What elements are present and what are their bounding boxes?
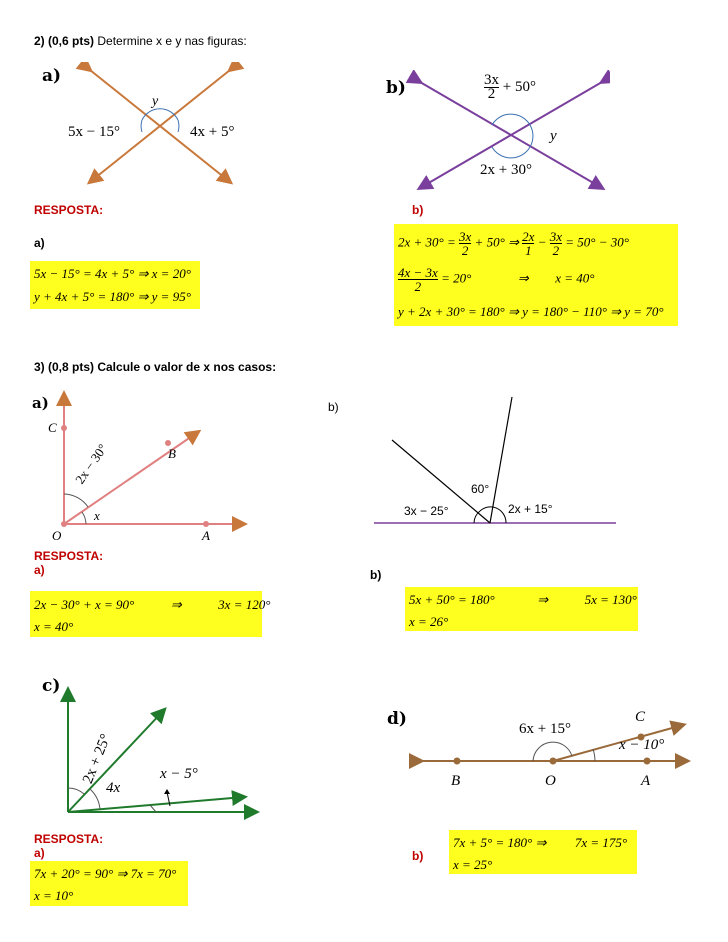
figure-3d <box>385 705 695 800</box>
angle-top-label: $\frac{3x}{2}$ + 50° <box>484 72 536 102</box>
answer-2a-box <box>30 261 200 309</box>
question-2-title: 2) (0,6 pts) Determine x e y nas figuras: <box>34 34 247 48</box>
resposta-label: RESPOSTA: <box>34 549 104 563</box>
answer-b-label: b) <box>370 568 382 582</box>
angle-top-label: 6x + 15° <box>519 721 571 737</box>
answer-line: y + 2x + 30° = 180° ⇒ y = 180° − 110° ⇒ y = 70° <box>398 304 664 319</box>
angle-right-label: x − 10° <box>619 737 665 753</box>
answer-2b-box <box>394 224 678 326</box>
angle-right-label: 2x + 15° <box>508 502 553 516</box>
angle-expr-label: 2x + 25° <box>80 731 115 786</box>
angle-left-label: 3x − 25° <box>404 504 449 518</box>
figure-3a-label: a) <box>32 394 49 412</box>
answer-b-label: b) <box>412 203 424 217</box>
answer-line: x = 40° <box>34 619 74 634</box>
figure-2a-label: a) <box>42 66 62 86</box>
answer-line: $\frac{4x - 3x}{2}$ = 20° ⇒ x = 40° <box>398 265 595 294</box>
answer-3a-box <box>30 591 271 637</box>
angle-4x-label: 4x <box>106 780 121 796</box>
figure-3b-label: b) <box>328 400 339 414</box>
angle-y-label: y <box>550 128 557 144</box>
angle-right-label: 4x + 5° <box>190 124 235 140</box>
point-a-label: A <box>641 773 651 789</box>
answer-line: 5x + 50° = 180° ⇒ 5x = 130° <box>409 592 637 607</box>
point-a-label: A <box>202 528 210 543</box>
answer-a-label: a) <box>34 236 45 250</box>
figure-3d-label: d) <box>387 709 407 729</box>
answer-line: 2x − 30° + x = 90° ⇒ 3x = 120° <box>34 597 271 612</box>
figure-2b <box>380 70 610 195</box>
point-b-label: B <box>451 773 461 789</box>
point-c-label: C <box>48 420 57 435</box>
answer-line: y + 4x + 5° = 180° ⇒ y = 95° <box>34 289 191 304</box>
answer-line: 5x − 15° = 4x + 5° ⇒ x = 20° <box>34 266 191 281</box>
answer-line: 2x + 30° = $\frac{3x}{2}$ + 50° ⇒ $\frac{2x}{1}$ − $\frac{3x}{2}$ = 50° − 30° <box>398 229 629 258</box>
angle-x-label: x <box>94 508 100 523</box>
answer-3c-box <box>30 861 188 906</box>
resposta-label: RESPOSTA: <box>34 832 104 846</box>
point-o-label: O <box>545 773 556 789</box>
answer-3d-box <box>449 830 637 874</box>
angle-bottom-label: 2x + 30° <box>480 162 532 178</box>
angle-right-label: x − 5° <box>160 766 198 782</box>
figure-2a <box>30 62 300 192</box>
answer-a-label: a) <box>34 563 45 577</box>
angle-60-label: 60° <box>471 482 490 496</box>
figure-3a <box>30 388 250 546</box>
resposta-label: RESPOSTA: <box>34 203 104 217</box>
figure-2b-label: b) <box>386 78 406 98</box>
question-3-title: 3) (0,8 pts) Calcule o valor de x nos casos: <box>34 360 277 374</box>
figure-3c-label: c) <box>42 676 61 696</box>
point-c-label: C <box>635 709 646 725</box>
angle-y-label: y <box>152 94 159 109</box>
angle-left-label: 5x − 15° <box>68 124 120 140</box>
figure-3c <box>30 670 260 820</box>
answer-3b-box <box>405 587 638 631</box>
point-o-label: O <box>52 528 62 543</box>
answer-line: 7x + 5° = 180° ⇒ 7x = 175° <box>453 835 628 850</box>
point-b-label: B <box>168 446 176 461</box>
answer-b-label: b) <box>412 849 424 863</box>
answer-a-label: a) <box>34 846 45 860</box>
answer-line: x = 10° <box>34 888 74 903</box>
answer-line: x = 26° <box>409 614 449 629</box>
figure-3b <box>370 395 620 530</box>
angle-expr-label: 2x − 30° <box>72 441 111 487</box>
answer-line: 7x + 20° = 90° ⇒ 7x = 70° <box>34 866 177 881</box>
answer-line: x = 25° <box>453 857 493 872</box>
